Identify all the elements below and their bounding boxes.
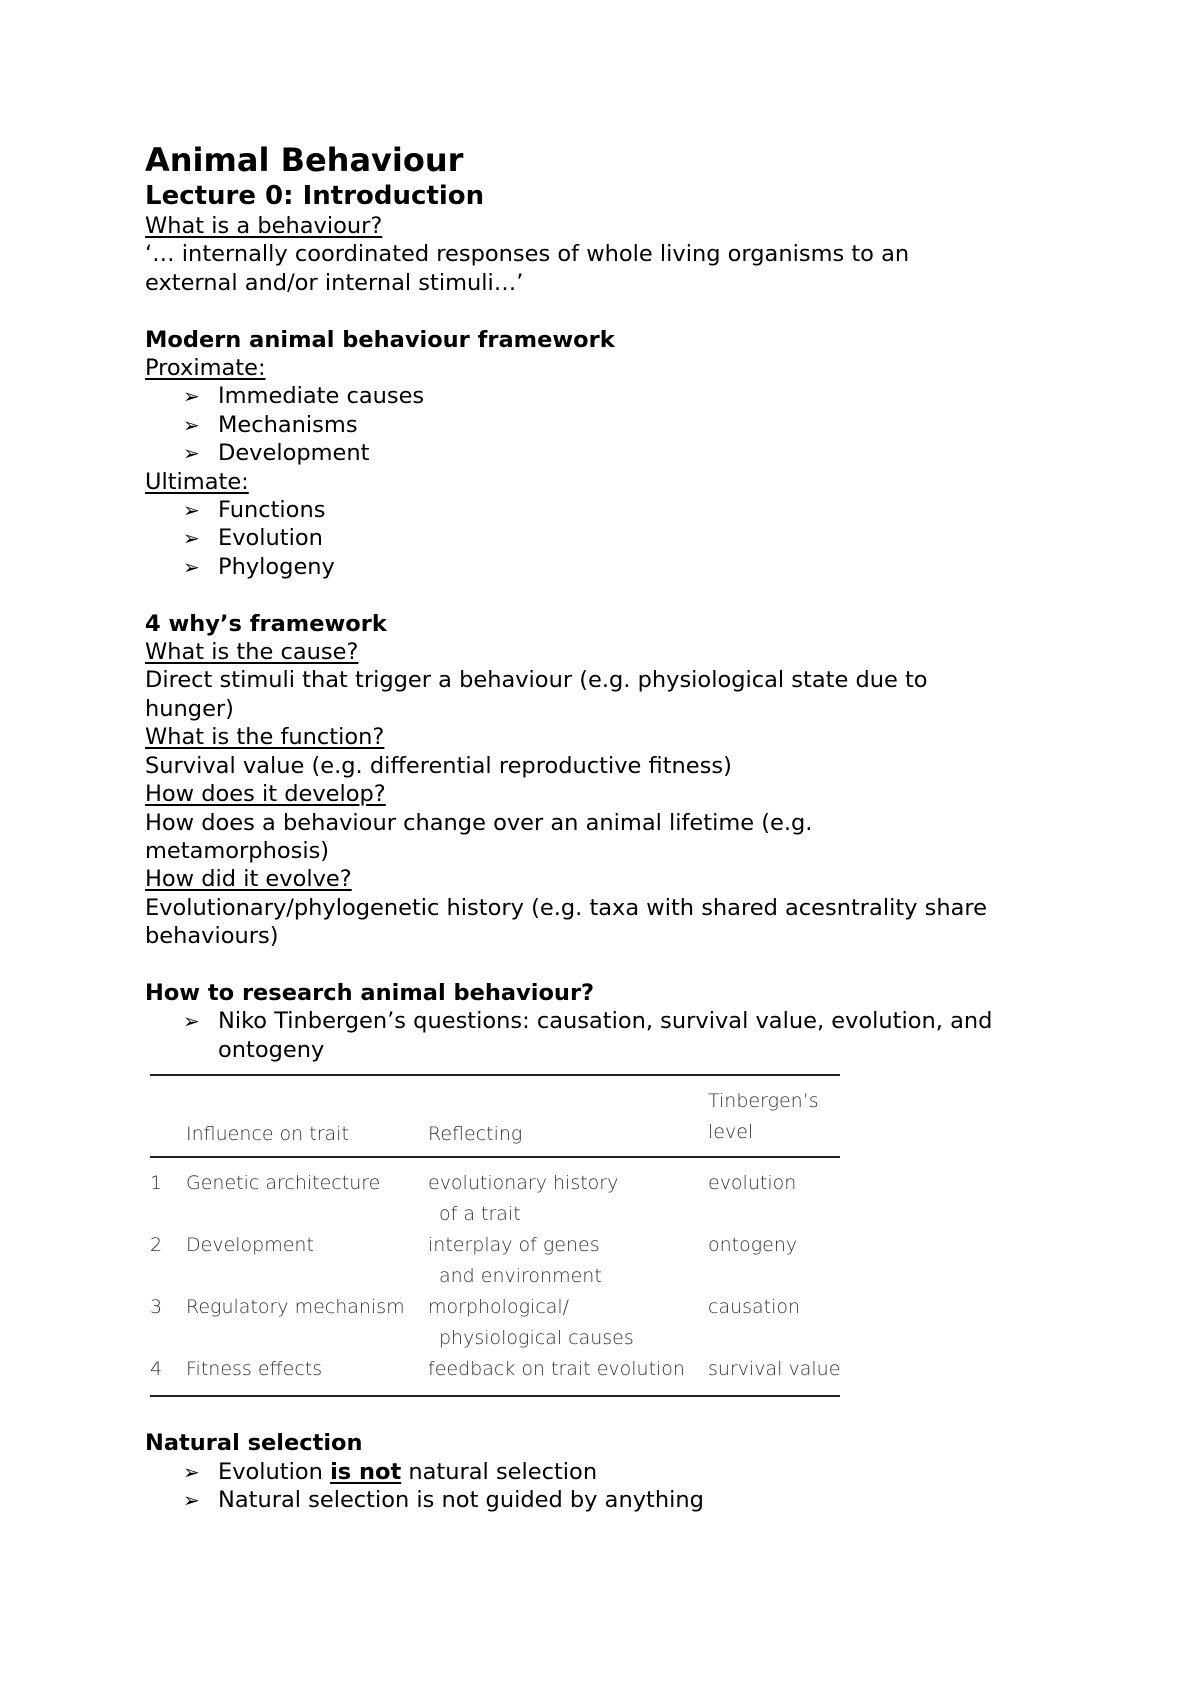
document-title: Animal Behaviour	[145, 141, 464, 179]
cause-answer-line2: hunger)	[145, 695, 234, 722]
cause-question: What is the cause?	[145, 639, 359, 666]
list-item: ➢ Natural selection is not guided by anything	[183, 1486, 704, 1513]
arrow-bullet-icon: ➢	[183, 1459, 200, 1484]
table-row: 4 Fitness effects feedback on trait evolution survival value	[150, 1358, 841, 1381]
list-item: ➢ Niko Tinbergen’s questions: causation, survival value, evolution, and ontogeny	[183, 1008, 993, 1063]
arrow-bullet-icon: ➢	[183, 441, 200, 466]
behaviour-definition-line1: ‘… internally coordinated responses of whole living organisms to an	[145, 241, 910, 268]
behaviour-definition-line2: external and/or internal stimuli…’	[145, 269, 524, 296]
table-row: 3 Regulatory mechanism morphological/ physiological causes causation	[150, 1296, 801, 1350]
develop-question: How does it develop?	[145, 781, 386, 808]
tinbergen-table	[150, 1074, 840, 1397]
list-item: ➢ Immediate causes	[183, 383, 425, 410]
function-question: What is the function?	[145, 724, 385, 751]
list-item: ➢ Evolution is not natural selection	[183, 1458, 598, 1485]
table-row: 1 Genetic architecture evolutionary history of a trait evolution	[150, 1172, 797, 1226]
arrow-bullet-icon: ➢	[183, 526, 200, 551]
list-item: ➢ Functions	[183, 497, 326, 524]
proximate-list	[145, 382, 1105, 467]
ultimate-list	[145, 496, 1105, 581]
arrow-bullet-icon: ➢	[183, 1487, 200, 1512]
table-header	[150, 1076, 840, 1156]
arrow-bullet-icon: ➢	[183, 412, 200, 437]
list-item: ➢ Development	[183, 440, 370, 467]
header-level: Tinbergen’s level	[708, 1090, 819, 1144]
develop-answer-line2: metamorphosis)	[145, 837, 330, 864]
arrow-bullet-icon: ➢	[183, 554, 200, 579]
cause-answer-line1: Direct stimuli that trigger a behaviour (e.g. physiological state due to	[145, 667, 928, 694]
arrow-bullet-icon: ➢	[183, 384, 200, 409]
table-row: 2 Development interplay of genes and environment ontogeny	[150, 1234, 798, 1288]
natural-selection-list	[145, 1458, 1105, 1515]
evolve-question: How did it evolve?	[145, 866, 352, 893]
list-item: ➢ Evolution	[183, 525, 323, 552]
develop-answer-line1: How does a behaviour change over an animal lifetime (e.g.	[145, 809, 813, 836]
ultimate-label: Ultimate:	[145, 468, 249, 495]
what-is-behaviour-heading: What is a behaviour?	[145, 213, 383, 239]
document-page	[145, 140, 1105, 1514]
arrow-bullet-icon: ➢	[183, 498, 200, 523]
arrow-bullet-icon: ➢	[183, 1009, 200, 1034]
research-heading: How to research animal behaviour?	[145, 979, 595, 1006]
evolve-answer-line2: behaviours)	[145, 923, 279, 950]
framework-heading: Modern animal behaviour framework	[145, 326, 615, 353]
natural-selection-heading: Natural selection	[145, 1430, 363, 1457]
function-answer: Survival value (e.g. differential reproductive fitness)	[145, 752, 732, 779]
list-item: ➢ Phylogeny	[183, 553, 335, 580]
header-influence: Influence on trait	[186, 1122, 349, 1145]
four-whys-heading: 4 why’s framework	[145, 610, 387, 637]
research-list	[145, 1007, 1105, 1064]
list-item: ➢ Mechanisms	[183, 411, 358, 438]
evolve-answer-line1: Evolutionary/phylogenetic history (e.g. taxa with shared acesntrality share	[145, 894, 988, 921]
lecture-heading: Lecture 0: Introduction	[145, 181, 485, 211]
proximate-label: Proximate:	[145, 355, 266, 382]
header-reflecting: Reflecting	[428, 1122, 523, 1145]
table-bottom-rule	[150, 1395, 840, 1397]
